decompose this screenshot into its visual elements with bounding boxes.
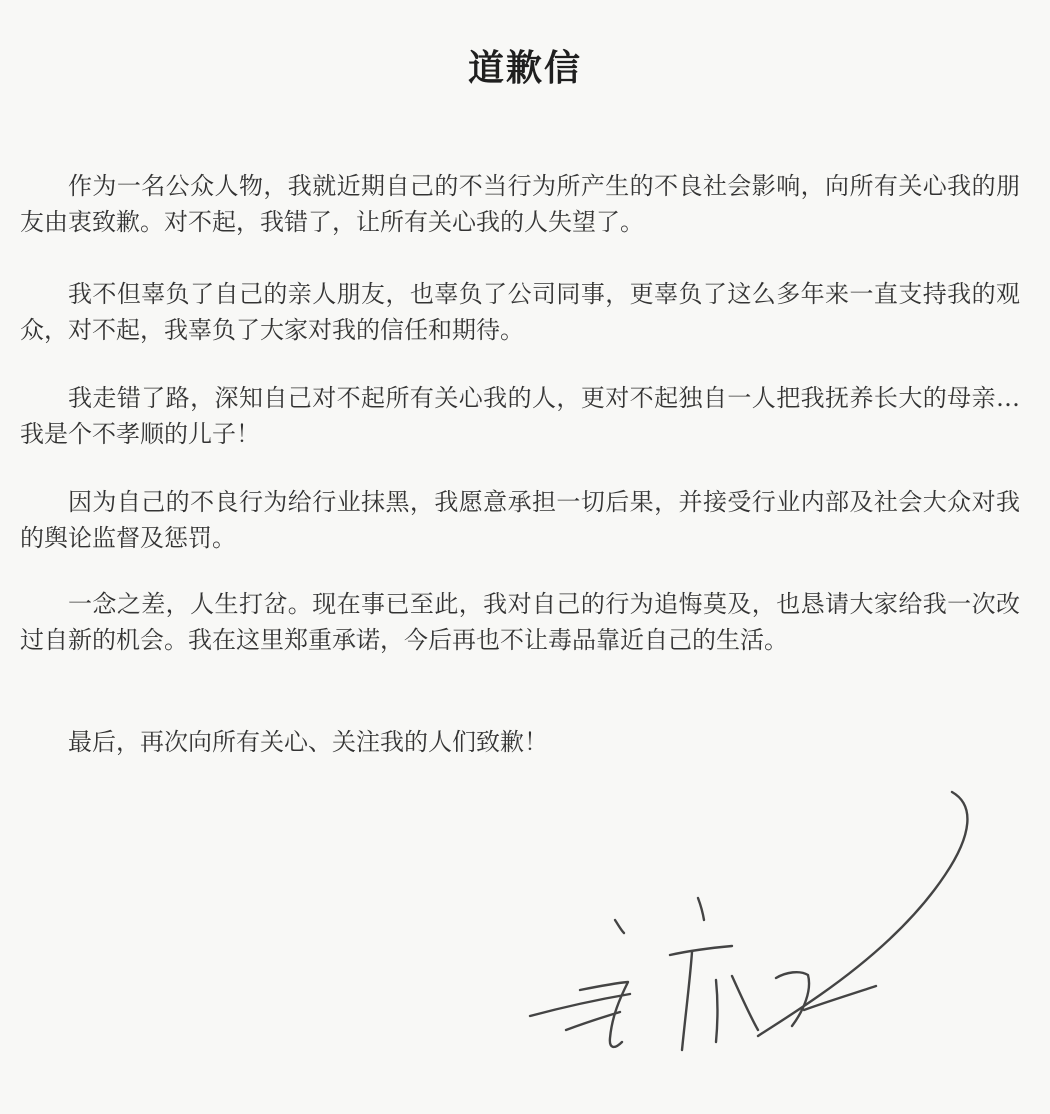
letter-paragraph-1: 作为一名公众人物，我就近期自己的不当行为所产生的不良社会影响，向所有关心我的朋友由衷致歉。对不起，我错了，让所有关心我的人失望了。 <box>20 172 1020 236</box>
letter-paragraph-6: 最后，再次向所有关心、关注我的人们致歉！ <box>68 728 548 756</box>
handwritten-signature <box>520 780 990 1070</box>
letter-paragraph-4: 因为自己的不良行为给行业抹黑，我愿意承担一切后果，并接受行业内部及社会大众对我的舆论监督及惩罚。 <box>20 488 1020 552</box>
letter-paragraph-3: 我走错了路，深知自己对不起所有关心我的人，更对不起独自一人把我抚养长大的母亲…我是个不孝顺的儿子！ <box>20 384 1020 448</box>
letter-paragraph-5: 一念之差，人生打岔。现在事已至此，我对自己的行为追悔莫及，也恳请大家给我一次改过自新的机会。我在这里郑重承诺，今后再也不让毒品靠近自己的生活。 <box>20 590 1020 654</box>
letter-title: 道歉信 <box>467 48 582 89</box>
letter-paragraph-2: 我不但辜负了自己的亲人朋友，也辜负了公司同事，更辜负了这么多年来一直支持我的观众，对不起，我辜负了大家对我的信任和期待。 <box>20 280 1020 344</box>
